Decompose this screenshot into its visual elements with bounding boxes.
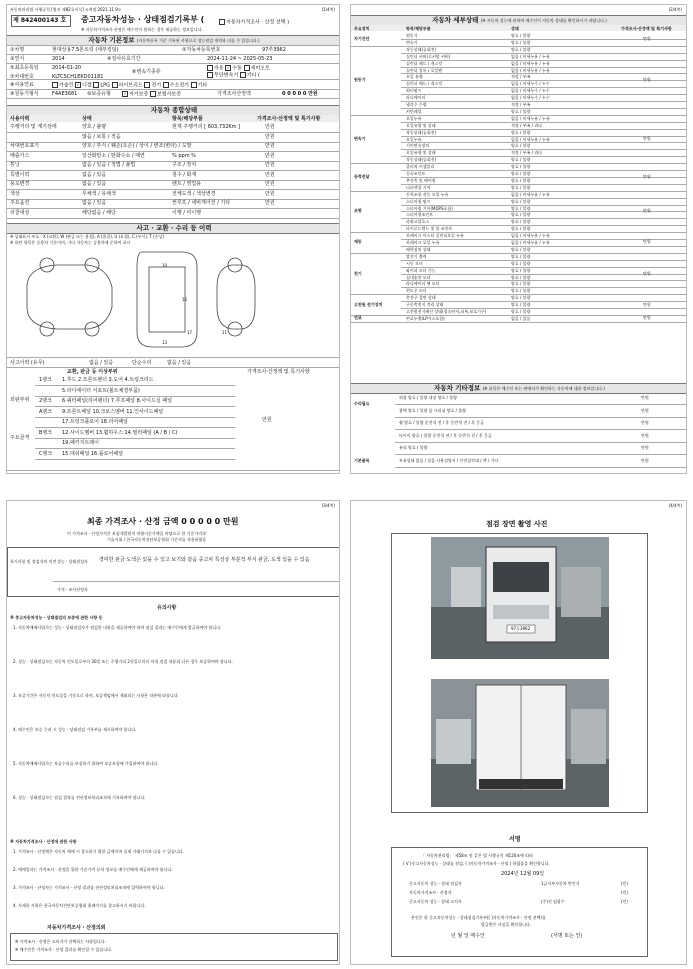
parts-items: 12.사이드멤버 13.휠하우스 14.필러패널 (A / B / C) [62, 429, 178, 436]
notice-line: 3. 보증기간은 자동차 인도일을 기준으로 하며, 보증책임에서 제외되는 사항은 약관에 따릅니다. [13, 693, 179, 698]
detail-state: 양호 / 불량 [511, 288, 531, 294]
detail-state: 양호 / 불량 [511, 184, 531, 190]
main-frame-label: 주요골격 [10, 435, 30, 441]
detail-state: 적정 / 부족 [511, 74, 531, 80]
detail-price: 만원 [643, 239, 651, 245]
row-divider [35, 448, 235, 449]
row-divider [401, 246, 687, 247]
row-divider [401, 184, 687, 185]
detail-item: 기어변속장치 [406, 143, 430, 149]
detail-state: 양호 / 불량 [511, 157, 531, 163]
detail-state: 양호 / 불량 [511, 246, 531, 252]
buyer-sign[interactable]: (서명 또는 인) [551, 933, 583, 939]
other-label: 기본품목 [354, 457, 370, 463]
summary-row-item: 전체도색 / 색상변경 [172, 190, 216, 197]
doc-number: 제 842400143 호 [13, 17, 67, 24]
row-divider [351, 322, 687, 323]
summary-row-label: 색상 [10, 190, 20, 197]
signer-stamp: (인) [621, 881, 628, 886]
detail-price: 만원 [643, 35, 651, 41]
page-mark: (1/4쪽) [321, 7, 335, 12]
detail-price: 만원 [643, 173, 651, 179]
detail-item: 스티어링 펌프 [406, 198, 431, 204]
summary-row-state: 일산화탄소 / 탄화수소 / 매연 [82, 152, 145, 159]
summary-row-state: 없음 / 있음 [82, 181, 107, 187]
row-divider [395, 404, 687, 405]
trans-opts: 자동 ✓ 수동 세미오토 [207, 65, 270, 72]
row-divider [35, 438, 235, 439]
detail-item: 디퍼렌셜 기어 [406, 184, 431, 190]
detail-item: 추진축 및 베어링 [406, 177, 436, 183]
detail-state: 양호 / 불량 [511, 171, 531, 176]
confirm-text-2: 발급받은 사실을 확인합니다. [481, 922, 532, 927]
parts-items: 19.패키지트레이 [62, 440, 99, 446]
price-notice-line: 2. 매매업자는 가격조사 · 산정을 위한 기준가격 등의 정보를 매수인에게 제공하여야 합니다. [13, 867, 173, 872]
detail-item: 오일 유량 [406, 74, 423, 80]
notice-line: 2. 성능 · 상태점검자는 자동차 인도일로부터 30일 또는 주행거리 2천킬로미터 이내 점검 내용과 다른 경우 보증하여야 합니다. [13, 659, 233, 664]
detail-item: 냉각수 수량 [406, 102, 427, 107]
notice-head: ※ 중고자동차성능 · 상태점검의 보증에 관한 사항 등 [10, 615, 103, 620]
detail-state: 양호 / 불량 [511, 281, 531, 287]
summary-row-state: 많음 / 보통 / 적음 [82, 133, 121, 140]
page-1: 자동차관리법 시행규칙 [별지 제82호서식] <개정 2021.11.9> (1/4쪽) 제 842400143 호 중고자동차성능 · 상태점검기록부 ( 자동차가격조사 · 산정 선택 ) ※ 자동차가격조사·산정은 매수인이 원하는 경우 제공하는 정보입니다. 자동차 기본정보 (자동차등록 기준 기록된 사항으로 성능점검 내역과 다를 수 있습니다.) ①차명 현대상용7.5톤트럭 (새부킹덤) ②자동차등록번호 97루3962 ③연식 2014 ④검사유효기간 2024-11-24 ~ 2025-05-23 ⑤최초등록일 2014-01-20 ⑥변속기종류 자동 ✓ 수동 세미오토 무단변속기 기타 ( ⑦차대번호 KLTCSCH1EKD01181 ⑧사용연료 가솔린 ✓ 디젤 LPG 하이브리드 전기 수소전기 기타 ⑨원동기형식 F4AE3681 ⑩보증유형 ✓ 자가보증 보험사보증 가격조사산정액 0 0 0 0 0 만원 자동차 종합상태 사용이력 상태 항목/해당부품 가격조사·산정액 및 특기사항 사고 · 교환 · 수리 등 이력 ※ 상태표시 부호 : X (교환), W (판금 또는 용접), A (흠집), U (요철), C (부식), T (손상) ※ 하단 항목은 승용차 기준이며, 기타 자동차는 승용차에 준하여 표시 10 16 17 11 13 사고이력 (유무) 없음 / 있음 단순수리 없음 / 있음 교환, 판금 등 이상부위 가격조사·산정액 및 특기사항 외판부위 주요골격 만원 주행거리 및 계기상태 양호 / 불량 현재 주행거리 [ 603,732Km ] 만원 많음 / 보통 / 적음 만원 차대번호표기 양호 / 부식 / 훼손(오손) / 상이 / 변조(변타) / 도말 만원 배출가스 일산화탄소 / 탄화수소 / 매연 % ppm % 만원 튜닝 없음 / 있음 / 적법 / 불법 구조 / 장치 만원 특별이력 없음 / 있음 침수 / 화재 만원 용도변경 없음 / 있음 렌트 / 영업용 만원 색상 무채색 / 유채색 전체도색 / 색상변경 만원 주요옵션 없음 / 있음 썬루프 / 네비게이션 / 기타 만원 리콜대상 해당없음 / 해당 이행 / 미이행 1랭크 1.후드 2.프론트펜더 3.도어 4.트렁크리드 5.라디에이터 서포트(볼트체결부품) 2랭크 6.쿼터패널(리어펜더) 7.루프패널 8.사이드실 패널 A랭크 9.프론트패널 10.크로스멤버 11.인사이드패널 17.트렁크플로어 18.리어패널 B랭크 12.사이드멤버 13.휠하우스 14.필러패널 (A / B / C) 19.패키지트레이 C랭크 15.대쉬패널 16.플로어패널 [6, 4, 340, 474]
row-divider [7, 218, 340, 219]
row-divider [35, 385, 235, 386]
detail-price: 만원 [643, 270, 651, 276]
inspector-label: 성능 · 상태점검자 [57, 559, 88, 564]
detail-state: 양호 / 불량 [511, 39, 531, 45]
detail-item: 구동축전지 격리 상태 [406, 302, 444, 308]
row-divider [401, 129, 687, 130]
detail-state: 양호 / 불량 [511, 129, 531, 135]
summary-row-price: 만원 [265, 124, 275, 130]
form-header: 자동차관리법 시행규칙 [별지 제82호서식] <개정 2021.11.9> [10, 7, 122, 12]
other-price: 만원 [641, 457, 649, 463]
detail-state: 양호 / 불량 [511, 108, 531, 114]
detail-state: 양호 / 불량 [511, 267, 531, 273]
summary-row-price: 만원 [265, 171, 275, 178]
detail-state: 양호 / 불량 [511, 205, 531, 211]
front-photo [431, 537, 609, 659]
other-price: 만원 [641, 445, 649, 450]
price-notice-line: 1. 가격조사 · 산정액은 자동차 매매 시 참고하기 위한 금액이며 실제 거래가격과 다를 수 있습니다. [13, 849, 184, 854]
signer-stamp: (인) [621, 899, 628, 904]
valid-label: ④검사유효기간 [107, 56, 141, 62]
detail-item: 브레이크 오일 누유 [406, 240, 440, 245]
basic-info-header: 자동차 기본정보 (자동차등록 기준 기록된 사항으로 성능점검 내역과 다를 수 있습니다.) [7, 35, 340, 46]
detail-group: 연료 [354, 315, 362, 321]
detail-item: 원동기 [406, 33, 418, 38]
summary-row-label: 특별이력 [10, 171, 30, 178]
detail-state: 없음 / 미세누유 / 누유 [511, 115, 550, 121]
simple-repair-label: 단순수리 [132, 360, 152, 366]
notice-line: 6. 성능 · 상태점검자는 점검 결과를 전산정보처리조직에 기록하여야 합니다. [13, 795, 146, 800]
fuel-label: ⑧사용연료 [10, 82, 34, 88]
row-divider [401, 108, 687, 109]
detail-item: 커먼레일 [406, 108, 422, 114]
detail-group: 자기진단 [354, 35, 370, 41]
summary-header: 자동차 종합상태 [7, 105, 340, 116]
detail-item: 작동상태(공회전) [406, 157, 437, 163]
detail-state: 적정 / 부족 [511, 102, 531, 107]
parts-rank: 2랭크 [39, 398, 52, 404]
detail-state: 양호 / 불량 [511, 226, 531, 232]
row-divider [395, 442, 687, 443]
detail-item: 라디에이터 [406, 95, 426, 101]
simple-repair-answer: 없음 / 있음 [167, 360, 192, 366]
row-divider [401, 156, 687, 157]
law-text: 「 자동차관리법」 제58조 및 같은 법 시행규칙 제120조에 따라 [421, 853, 534, 858]
detail-state: 없음 / 미세누수 / 누수 [511, 81, 550, 87]
detail-item: 오일누유 [406, 136, 422, 142]
row-divider [401, 287, 687, 288]
accident-answer: 없음 / 있음 [89, 360, 114, 366]
other-items: 보유상태 없음 / 있음 사용설명서 / 안전삼각대 / 잭 / 기타 [399, 457, 499, 463]
detail-item: 고전원전기배선 상태(접속단자,피복,보호기구) [406, 309, 487, 314]
inspector-note: 경미한 판금 도색은 있을 수 있고 보기와 같음 중고차 특성상 부분적 부식 판금, 도색 있을 수 있음 [99, 557, 310, 563]
detail-group: 변속기 [354, 135, 366, 141]
summary-row-label: 주요옵션 [10, 200, 30, 206]
parts-rank: B랭크 [39, 429, 53, 436]
signer-role: 중고자동차 성능 · 상태 점검자 [409, 881, 462, 886]
detail-item: 파워고압호스 [406, 219, 430, 225]
row-divider [401, 101, 687, 102]
detail-item: 브레이크 마스터 실린더오일 누유 [406, 233, 464, 239]
detail-item: 등속조인트 [406, 171, 426, 176]
detail-state: 양호 / 불량 [511, 219, 531, 225]
first-reg: 2014-01-20 [52, 65, 82, 71]
parts-rank: A랭크 [39, 408, 53, 415]
summary-row-state: 없음 / 있음 [82, 171, 107, 178]
row-divider [35, 406, 235, 407]
detail-item: 작동상태(공회전) [406, 46, 437, 52]
signer-name: 1급서부자동차 반인식 [541, 881, 580, 886]
summary-row-state: 없음 / 있음 [82, 200, 107, 206]
row-divider [395, 429, 687, 430]
row-divider [401, 170, 687, 171]
other-items: 타이어 양호 / 불량 운전석 전 / 후 동반석 전 / 후 응급 [399, 432, 492, 438]
page-2: (2/4쪽) 자동차 세부상태 (※ 자동차 성능에 관하여 매수인이 자동차 상태를 확인하시기 바랍니다.) 주요장치 항목/해당부품 상태 가격조사·산정액 및 특기사항 자동차 기타정보 (※ 품목은 매수인 또는 판매자가 확인하는 자동차에 대한 정보입니다.) 원동기 양호 / 불량 변속기 양호 / 불량 자기진단 만원 작동상태(공회전) 양호 / 불량 실린더 커버(로커암 커버) 없음 / 미세누유 / 누유 실린더 헤드 / 개스킷 없음 / 미세누유 / 누유 실린더 블록 / 오일팬 없음 / 미세누유 / 누유 오일 유량 적정 / 부족 실린더 헤드 / 개스킷 없음 / 미세누수 / 누수 워터펌프 없음 / 미세누수 / 누수 라디에이터 없음 / 미세누수 / 누수 냉각수 수량 적정 / 부족 커먼레일 양호 / 불량 원동기 만원 오일누유 없음 / 미세누유 / 누유 오일유량 및 상태 적정 / 부족 / 과다 작동상태(공회전) 양호 / 불량 오일누유 없음 / 미세누유 / 누유 기어변속장치 양호 / 불량 오일유량 및 상태 적정 / 부족 / 과다 작동상태(공회전) 양호 / 불량 변속기 만원 클러치 어셈블리 양호 / 불량 등속조인트 양호 / 불량 추진축 및 베어링 양호 / 불량 디퍼렌셜 기어 양호 / 불량 동력전달 만원 동력조향 작동 오일 누유 없음 / 미세누유 / 누유 스티어링 펌프 양호 / 불량 스티어링 기어(MDPS포함) 양호 / 불량 스티어링조인트 양호 / 불량 파워고압호스 양호 / 불량 타이로드엔드 및 볼 조인트 양호 / 불량 조향 만원 브레이크 마스터 실린더오일 누유 없음 / 미세누유 / 누유 브레이크 오일 누유 없음 / 미세누유 / 누유 배력장치 상태 양호 / 불량 제동 만원 발전기 출력 양호 / 불량 시동 모터 양호 / 불량 와이퍼 모터 기능 양호 / 불량 실내송풍 모터 양호 / 불량 라디에이터 팬 모터 양호 / 불량 윈도우 모터 양호 / 불량 전기 만원 충전구 절연 상태 양호 / 불량 구동축전지 격리 상태 양호 / 불량 고전원전기배선 상태(접속단자,피복,보호기구) 양호 / 불량 고전원 전기장치 만원 연료누출(LP가스포함) 없음 / 있음 연료 만원 수리필요 외장 양호 / 불량 내장 양호 / 불량 만원 광택 양호 / 불량 룸 크리닝 양호 / 불량 만원 휠 양호 / 불량 운전석 전 / 후 동반석 전 / 후 응급 만원 타이어 양호 / 불량 운전석 전 / 후 동반석 전 / 후 응급 만원 유리 양호 / 불량 만원 기본품목 보유상태 없음 / 있음 사용설명서 / 안전삼각대 / 잭 / 기타 만원 [350, 4, 687, 474]
parts-title: 교환, 판금 등 이상부위 [67, 369, 118, 375]
reg-no-label: ②자동차등록번호 [182, 47, 221, 53]
other-items: 휠 양호 / 불량 운전석 전 / 후 동반석 전 / 후 응급 [399, 420, 484, 425]
parts-items: 17.트렁크플로어 18.리어패널 [62, 419, 128, 425]
summary-row-item: 렌트 / 영업용 [172, 181, 202, 187]
detail-item: 연료누출(LP가스포함) [406, 315, 445, 321]
detail-item: 실린더 커버(로커암 커버) [406, 53, 451, 59]
detail-state: 없음 / 미세누유 / 누유 [511, 67, 550, 73]
notice-line: 4. 매수인은 보증 수리 시 성능 · 상태점검 기록부를 제시하여야 합니다. [13, 727, 137, 732]
accident-question: 사고이력 (유무) [10, 360, 45, 366]
parts-items: 5.라디에이터 서포트(볼트체결부품) [62, 387, 140, 394]
row-divider [401, 260, 687, 261]
row-divider [395, 417, 687, 418]
signer-role: 중고자동차 성능 · 상태 고지자 [409, 899, 462, 904]
car-name: 현대상용7.5톤트럭 (새부킹덤) [52, 47, 119, 53]
summary-row-price: 만원 [265, 200, 275, 206]
first-reg-label: ⑤최초등록일 [10, 65, 39, 71]
detail-price: 만원 [643, 315, 651, 321]
row-divider [401, 142, 687, 143]
detail-item: 스티어링조인트 [406, 212, 434, 218]
accident-header: 사고 · 교환 · 수리 등 이력 [7, 223, 340, 234]
detail-item: 시동 모터 [406, 260, 423, 266]
other-items: 광택 양호 / 불량 룸 크리닝 양호 / 불량 [399, 407, 466, 413]
row-divider [395, 467, 687, 468]
sign-date: 2024년 12월 09일 [501, 871, 545, 877]
row-divider [7, 132, 340, 133]
detail-group: 조향 [354, 208, 362, 214]
row-divider [401, 267, 687, 268]
parts-items: 15.대쉬패널 16.플로어패널 [62, 450, 123, 457]
detail-price: 만원 [643, 135, 651, 141]
law-text-2: ( Ⅴ )중고자동차성능 · 상태를 점검, ( )자동차가격조사 · 산정 ) 하였음을 확인합니다. [403, 861, 550, 866]
detail-item: 오일유량 및 상태 [406, 122, 436, 128]
page-4 [350, 500, 687, 965]
summary-row-label: 용도변경 [10, 181, 30, 187]
page-mark: (2/4쪽) [668, 7, 682, 12]
summary-row-state: 해당없음 / 해당 [82, 209, 116, 216]
parts-rank: 1랭크 [39, 377, 52, 383]
accident-note: ※ 상태표시 부호 : X (교환), W (판금 또는 용접), A (흠집), U (요철), C (부식), T (손상) [10, 234, 165, 239]
notice-line: 1. 자동차매매사업자는 성능 · 상태점검자가 점검한 내용을 제공하여야 하며 점검 결과는 매수인에게 발급하여야 합니다. [13, 625, 222, 630]
detail-item: 워터펌프 [406, 88, 422, 94]
sign-title: 서명 [509, 836, 521, 843]
summary-row-price: 만원 [265, 190, 275, 197]
row-divider [401, 198, 687, 199]
accident-note-2: ※ 하단 항목은 승용차 기준이며, 기타 자동차는 승용차에 준하여 표시 [10, 240, 131, 245]
detail-item: 실내송풍 모터 [406, 274, 431, 280]
detail-item: 작동상태(공회전) [406, 129, 437, 135]
page-mark: (4/4쪽) [668, 503, 682, 508]
detail-price: 만원 [643, 77, 651, 83]
detail-item: 충전구 절연 상태 [406, 295, 436, 301]
summary-row-state: 양호 / 부식 / 훼손(오손) / 상이 / 변조(변타) / 도말 [82, 143, 192, 149]
other-price: 만원 [641, 420, 649, 425]
detail-state: 없음 / 미세누유 / 누유 [511, 240, 550, 245]
detail-state: 없음 / 미세누수 / 누수 [511, 88, 550, 94]
engine-label: ⑨원동기형식 [10, 91, 39, 97]
price-amount: 0 0 0 0 0 만원 [282, 91, 318, 97]
confirm-text: 본인은 위 중고자동차성능 · 상태점검기록부([ ]자동차가격조사 · 산정 선택)를 [411, 915, 546, 920]
other-items: 유리 양호 / 불량 [399, 445, 428, 450]
signer-name: (주)진 임광수 [541, 899, 565, 904]
other-label: 수리필요 [354, 401, 370, 406]
detail-state: 양호 / 불량 [511, 302, 531, 308]
signer-role: 자동차가격조사 · 산정자 [409, 890, 452, 895]
notice-line: 5. 자동차매매사업자는 보증수리를 보장하기 위하여 보증보험에 가입하여야 합니다. [13, 761, 159, 766]
row-divider [401, 218, 687, 219]
price-notice-line: 3. 가격조사 · 산정자는 가격조사 · 산정 결과를 전산정보처리조직에 입력하여야 합니다. [13, 885, 165, 890]
detail-item: 변속기 [406, 39, 418, 45]
detail-state: 양호 / 불량 [511, 33, 531, 38]
detail-state: 양호 / 불량 [511, 212, 531, 218]
detail-state: 양호 / 불량 [511, 253, 531, 259]
detail-item: 배력장치 상태 [406, 246, 431, 252]
detail-item: 라디에이터 팬 모터 [406, 281, 440, 287]
detail-group: 동력전달 [354, 173, 370, 179]
detail-item: 실린더 블록 / 오일팬 [406, 67, 443, 73]
detail-item: 동력조향 작동 오일 누유 [406, 191, 449, 197]
front-plate: 97루3962 [511, 626, 531, 631]
car-name-label: ①차명 [10, 47, 25, 53]
row-divider [401, 149, 687, 150]
parts-items: 9.프론트패널 10.크로스멤버 11.인사이드패널 [62, 408, 164, 415]
selection-title: 자동차가격조사 · 산정의뢰 [47, 925, 106, 931]
summary-row-item: 썬루프 / 네비게이션 / 기타 [172, 200, 231, 206]
engine: F4AE3681 [52, 91, 78, 97]
detail-state: 없음 / 미세누유 / 누유 [511, 191, 550, 197]
detail-state: 적정 / 부족 / 과다 [511, 150, 542, 156]
price-notice-head: ※ 자동차가격조사 · 산정에 관한 사항 [10, 839, 77, 844]
summary-row-label: 배출가스 [10, 152, 30, 159]
detail-price: 만원 [643, 208, 651, 214]
detail-state: 양호 / 불량 [511, 309, 531, 314]
summary-row-label: 주행거리 및 계기상태 [10, 124, 57, 130]
photo-title: 점검 장면 촬영 사진 [486, 520, 548, 528]
rear-photo [431, 679, 609, 807]
fuel-opts: 가솔린 ✓ 디젤 LPG 하이브리드 전기 수소전기 기타 [52, 82, 207, 89]
year: 2014 [52, 56, 65, 62]
summary-row-item: 침수 / 화재 [172, 171, 197, 178]
warranty-label: ⑩보증유형 [87, 91, 111, 97]
summary-row-state: 무채색 / 유채색 [82, 190, 116, 197]
summary-row-label: 리콜대상 [10, 209, 30, 216]
price-notice-line: 4. 자세한 사항은 한국자동차진단보증협회 홈페이지를 참고하시기 바랍니다. [13, 903, 146, 908]
summary-row-price: 만원 [265, 162, 275, 168]
detail-item: 발전기 출력 [406, 253, 427, 259]
year-label: ③연식 [10, 56, 25, 62]
detail-group: 원동기 [354, 77, 366, 83]
detail-item: 오일누유 [406, 115, 422, 121]
detail-state: 없음 / 미세누유 / 누유 [511, 53, 550, 59]
detail-state: 없음 / 있음 [511, 315, 531, 321]
other-price: 만원 [641, 395, 649, 400]
summary-row-price: 만원 [265, 181, 275, 187]
summary-row-item: 구조 / 장치 [172, 162, 197, 168]
detail-state: 없음 / 미세누유 / 누유 [511, 233, 550, 239]
car-diagram [17, 247, 257, 353]
signer-stamp: (인) [621, 890, 628, 895]
detail-item: 와이퍼 모터 기능 [406, 267, 436, 273]
summary-row-item: 현재 주행거리 [ 603,732Km ] [172, 124, 241, 130]
row-divider [35, 459, 235, 460]
summary-row-item: % ppm % [172, 152, 196, 159]
row-divider [35, 396, 235, 397]
detail-group: 제동 [354, 239, 362, 245]
final-price-sub2: 기술사회 / 한국자동차진단보증협회 기준서를 적용하였음 [107, 537, 207, 542]
other-header: 자동차 기타정보 (※ 품목은 매수인 또는 판매자가 확인하는 자동차에 대한 정보입니다.) [351, 383, 687, 394]
summary-row-label: 튜닝 [10, 162, 20, 168]
vin: KLTCSCH1EKD01181 [52, 74, 104, 80]
detail-state: 양호 / 불량 [511, 260, 531, 266]
detail-item: 실린더 헤드 / 개스킷 [406, 60, 443, 66]
detail-state: 양호 / 불량 [511, 295, 531, 301]
vin-label: ⑦차대번호 [10, 74, 34, 80]
detail-state: 없음 / 미세누유 / 누유 [511, 60, 550, 66]
detail-item: 스티어링 기어(MDPS포함) [406, 205, 453, 211]
detail-state: 양호 / 불량 [511, 143, 531, 149]
parts-rank: C랭크 [39, 450, 53, 457]
row-divider [401, 73, 687, 74]
row-divider [401, 280, 687, 281]
detail-state: 없음 / 미세누유 / 누유 [511, 136, 550, 142]
outer-panel-label: 외판부위 [10, 397, 30, 403]
other-items: 외장 양호 / 불량 내장 양호 / 불량 [399, 395, 457, 400]
detail-header: 자동차 세부상태 (※ 자동차 성능에 관하여 매수인이 자동차 상태를 확인하시기 바랍니다.) [351, 15, 687, 26]
doc-title: 중고자동차성능 · 상태점검기록부 ( [81, 15, 205, 24]
detail-item: 윈도우 모터 [406, 288, 427, 294]
row-divider [395, 454, 687, 455]
final-price-sub1: 이 가격조사 · 산정가격은 보험개발원의 차량기준가액을 바탕으로 한 기준가격과 [67, 531, 206, 536]
reg-no: 97루3962 [262, 47, 286, 53]
summary-row-item: 이행 / 미이행 [172, 209, 202, 216]
buyer-date-line: 년 월 일 매수인 [451, 933, 485, 939]
detail-item: 타이로드엔드 및 볼 조인트 [406, 226, 453, 232]
parts-items: 6.쿼터패널(리어펜더) 7.루프패널 8.사이드실 패널 [62, 398, 172, 404]
summary-row-price: 만원 [265, 152, 275, 159]
page-3: (3/4쪽) 최종 가격조사 · 산정 금액 0 0 0 0 0 만원 이 가격조사 · 산정가격은 보험개발원의 차량기준가액을 바탕으로 한 기준가격과 기술사회 / 한국자동차진단보증협회 기준서를 적용하였음 특기사항 및 점검자의 의견 성능 · 상태점검자 경미한 판금 도색은 있을 수 있고 보기와 같음 중고차 특성상 부분적 부식 판금, 도색 있을 수 있음 가격 · 조사산정자 유의사항 ※ 중고자동차성능 · 상태점검의 보증에 관한 사항 등 ※ 자동차가격조사 · 산정에 관한 사항 자동차가격조사 · 산정의뢰 ※ 가격조사 · 산정은 소비자가 선택하는 사항입니다. ※ 매수인은 가격조사 · 산정 결과를 확인할 수 있습니다. 1. 자동차매매사업자는 성능 · 상태점검자가 점검한 내용을 제공하여야 하며 점검 결과는 매수인에게 발급하여야 합니다. 2. 성능 · 상태점검자는 자동차 인도일로부터 30일 또는 주행거리 2천킬로미터 이내 점검 내용과 다른 경우 보증하여야 합니다. 3. 보증기간은 자동차 인도일을 기준으로 하며, 보증책임에서 제외되는 사항은 약관에 따릅니다. 4. 매수인은 보증 수리 시 성능 · 상태점검 기록부를 제시하여야 합니다. 5. 자동차매매사업자는 보증수리를 보장하기 위하여 보증보험에 가입하여야 합니다. 6. 성능 · 상태점검자는 점검 결과를 전산정보처리조직에 기록하여야 합니다. 1. 가격조사 · 산정액은 자동차 매매 시 참고하기 위한 금액이며 실제 거래가격과 다를 수 있습니다. 2. 매매업자는 가격조사 · 산정을 위한 기준가격 등의 정보를 매수인에게 제공하여야 합니다. 3. 가격조사 · 산정자는 가격조사 · 산정 결과를 전산정보처리조직에 입력하여야 합니다. 4. 자세한 사항은 한국자동차진단보증협회 홈페이지를 참고하시기 바랍니다. [6, 500, 340, 965]
summary-row-price: 만원 [265, 143, 275, 149]
parts-items: 1.후드 2.프론트펜더 3.도어 4.트렁크리드 [62, 377, 154, 383]
summary-row-state: 없음 / 있음 / 적법 / 불법 [82, 162, 136, 168]
detail-item: 클러치 어셈블리 [406, 164, 435, 170]
row-divider [401, 122, 687, 123]
doc-subtitle: ※ 자동차가격조사·산정은 매수인이 원하는 경우 제공하는 정보입니다. [81, 27, 203, 32]
detail-state: 양호 / 불량 [511, 177, 531, 183]
detail-state: 적정 / 부족 / 과다 [511, 122, 542, 128]
parts-price: 만원 [262, 417, 272, 423]
price-label: 가격조사산정액 [217, 91, 251, 97]
final-price-title: 최종 가격조사 · 산정 금액 0 0 0 0 0 만원 [87, 517, 239, 526]
detail-state: 양호 / 불량 [511, 198, 531, 204]
other-price: 만원 [641, 407, 649, 413]
price-option[interactable]: 자동차가격조사 · 산정 선택 ) [219, 19, 289, 26]
row-divider [35, 427, 235, 428]
detail-item: 오일유량 및 상태 [406, 150, 436, 156]
detail-group: 전기 [354, 270, 362, 276]
detail-group: 고전원 전기장치 [354, 301, 383, 307]
detail-state: 양호 / 불량 [511, 164, 531, 170]
summary-row-price: 만원 [265, 133, 275, 140]
detail-state: 없음 / 미세누수 / 누수 [511, 95, 550, 101]
pricer-label: 가격 · 조사산정자 [57, 587, 88, 592]
valid-period: 2024-11-24 ~ 2025-05-23 [207, 56, 273, 62]
notice-title: 유의사항 [157, 605, 177, 611]
detail-price: 만원 [643, 301, 651, 307]
detail-state: 양호 / 불량 [511, 274, 531, 280]
summary-row-label: 차대번호표기 [10, 143, 39, 149]
page-mark: (3/4쪽) [321, 503, 335, 508]
summary-row-state: 양호 / 불량 [82, 124, 107, 130]
detail-item: 실린더 헤드 / 개스킷 [406, 81, 443, 87]
trans-label: ⑥변속기종류 [132, 69, 161, 75]
note-label: 특기사항 및 점검자의 의견 [10, 559, 57, 564]
other-price: 만원 [641, 432, 649, 438]
detail-state: 양호 / 불량 [511, 46, 531, 52]
row-divider [35, 417, 235, 418]
